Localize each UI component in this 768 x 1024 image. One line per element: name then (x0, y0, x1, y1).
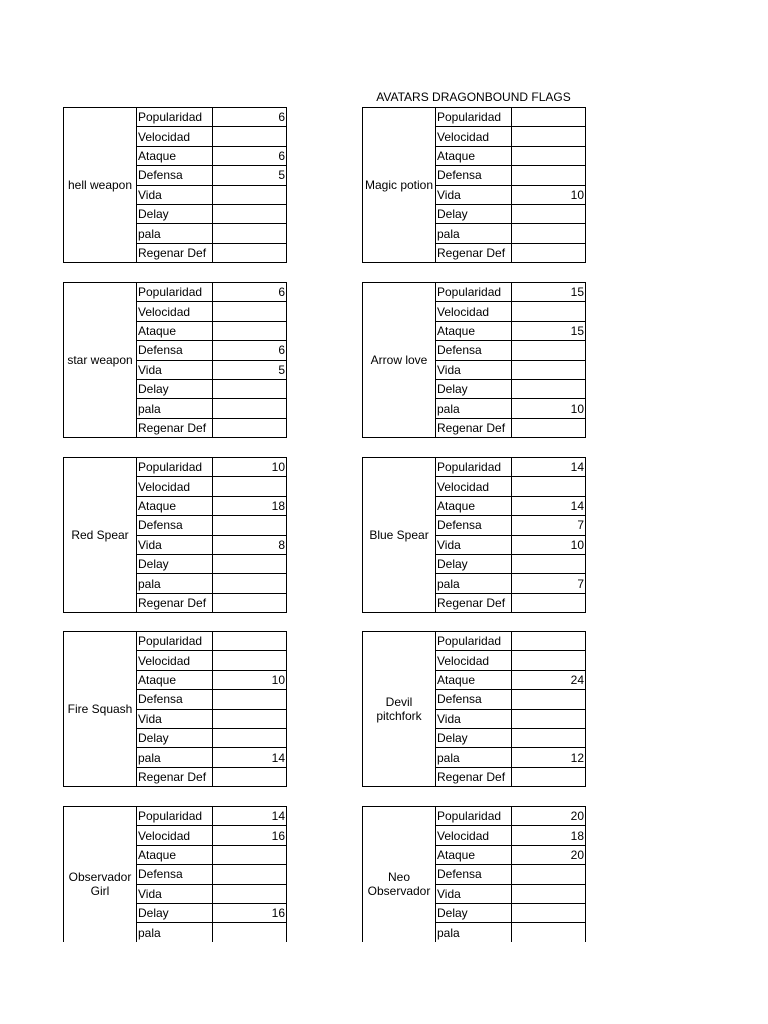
stat-value (213, 418, 287, 437)
stat-label: Popularidad (137, 807, 213, 826)
stat-value (512, 632, 586, 651)
stat-value (512, 341, 586, 360)
page-title: AVATARS DRAGONBOUND FLAGS (376, 90, 571, 104)
stat-value: 15 (512, 321, 586, 340)
stat-value: 10 (512, 185, 586, 204)
stat-label: Regenar Def (436, 767, 512, 786)
stat-label: Delay (436, 728, 512, 747)
avatar-name: Magic potion (363, 108, 436, 263)
stat-label: Vida (137, 709, 213, 728)
stat-label: Ataque (137, 845, 213, 864)
stat-value: 10 (213, 458, 287, 477)
table-row (64, 283, 287, 302)
stat-label: Velocidad (137, 826, 213, 845)
stat-label: pala (436, 399, 512, 418)
stat-label: Regenar Def (137, 767, 213, 786)
stat-value (213, 767, 287, 786)
stat-value (213, 477, 287, 496)
stat-value: 20 (512, 845, 586, 864)
stat-label: Delay (436, 379, 512, 398)
stat-label: Popularidad (137, 283, 213, 302)
stat-value (213, 321, 287, 340)
stat-label: Defensa (137, 516, 213, 535)
stat-value (213, 224, 287, 243)
stat-label: Vida (436, 884, 512, 903)
stat-value (213, 127, 287, 146)
stat-value: 14 (213, 807, 287, 826)
stat-label: Popularidad (436, 108, 512, 127)
stat-value (512, 923, 586, 942)
stat-label: Velocidad (137, 651, 213, 670)
stat-label: Defensa (137, 341, 213, 360)
stat-label: Delay (436, 204, 512, 223)
stat-label: Delay (436, 903, 512, 922)
stat-label: Vida (137, 185, 213, 204)
stat-value (213, 845, 287, 864)
stat-value (512, 146, 586, 165)
stat-value: 8 (213, 535, 287, 554)
stat-value (213, 923, 287, 942)
stat-value (213, 302, 287, 321)
stat-label: pala (436, 574, 512, 593)
stat-value: 6 (213, 146, 287, 165)
stat-label: Popularidad (436, 807, 512, 826)
stat-label: pala (436, 224, 512, 243)
stat-value: 6 (213, 283, 287, 302)
stat-label: Regenar Def (137, 243, 213, 262)
avatar-name: Observador Girl (64, 807, 137, 962)
page-cutoff (0, 942, 768, 1024)
table-row (363, 458, 586, 477)
stat-value: 10 (512, 399, 586, 418)
stat-value (213, 709, 287, 728)
stat-value (213, 690, 287, 709)
stat-label: Ataque (436, 670, 512, 689)
stat-value (213, 574, 287, 593)
stat-label: Ataque (436, 845, 512, 864)
stat-value (512, 903, 586, 922)
table-row (64, 632, 287, 651)
stat-label: Popularidad (137, 458, 213, 477)
avatar-name: Fire Squash (64, 632, 137, 787)
stat-value (512, 243, 586, 262)
stat-label: Defensa (436, 690, 512, 709)
stat-value: 7 (512, 574, 586, 593)
stat-label: Defensa (137, 690, 213, 709)
stat-label: Popularidad (436, 458, 512, 477)
stat-value (213, 865, 287, 884)
stat-value: 16 (213, 903, 287, 922)
stat-label: Vida (137, 535, 213, 554)
stat-label: Velocidad (436, 127, 512, 146)
stat-value (512, 709, 586, 728)
table-row (363, 108, 586, 127)
stat-value: 15 (512, 283, 586, 302)
stat-label: Ataque (137, 670, 213, 689)
stat-value (213, 379, 287, 398)
avatar-table (362, 282, 586, 438)
avatar-table (362, 107, 586, 263)
stat-value: 18 (213, 496, 287, 515)
stat-value: 5 (213, 360, 287, 379)
stat-label: Regenar Def (436, 593, 512, 612)
stat-label: Velocidad (436, 651, 512, 670)
stat-label: Velocidad (137, 477, 213, 496)
avatar-name: Arrow love (363, 283, 436, 438)
stat-label: Vida (436, 709, 512, 728)
stat-label: Regenar Def (436, 243, 512, 262)
avatar-table (63, 107, 287, 263)
stat-label: Ataque (137, 321, 213, 340)
table-row (64, 458, 287, 477)
stat-value (512, 865, 586, 884)
stat-label: Velocidad (137, 302, 213, 321)
avatar-table (63, 282, 287, 438)
stat-label: Vida (436, 535, 512, 554)
stat-value (512, 690, 586, 709)
stat-label: Vida (436, 185, 512, 204)
stat-value (512, 166, 586, 185)
stat-label: Ataque (137, 496, 213, 515)
stat-label: Defensa (137, 865, 213, 884)
avatar-table (362, 457, 586, 613)
stat-value: 6 (213, 341, 287, 360)
stat-label: Vida (436, 360, 512, 379)
stat-label: Ataque (436, 146, 512, 165)
stat-label: Defensa (436, 865, 512, 884)
avatar-table (63, 806, 287, 962)
stat-label: Velocidad (436, 826, 512, 845)
stat-label: Popularidad (436, 632, 512, 651)
avatar-table (63, 631, 287, 787)
stat-value (512, 127, 586, 146)
stat-value: 20 (512, 807, 586, 826)
stat-value: 6 (213, 108, 287, 127)
stat-label: Velocidad (436, 477, 512, 496)
stat-label: pala (436, 923, 512, 942)
stat-label: pala (137, 748, 213, 767)
stat-label: Regenar Def (436, 418, 512, 437)
avatar-name: star weapon (64, 283, 137, 438)
avatar-name: hell weapon (64, 108, 137, 263)
stat-value (512, 224, 586, 243)
table-row (363, 283, 586, 302)
stat-label: Velocidad (436, 302, 512, 321)
avatar-name: Red Spear (64, 458, 137, 613)
stat-label: Vida (137, 360, 213, 379)
avatar-name: Neo Observador (363, 807, 436, 962)
stat-label: Ataque (137, 146, 213, 165)
stat-value (512, 108, 586, 127)
stat-label: Delay (137, 903, 213, 922)
stat-value: 5 (213, 166, 287, 185)
stat-label: Popularidad (436, 283, 512, 302)
stat-value (213, 204, 287, 223)
avatar-name: Devil pitchfork (363, 632, 436, 787)
stat-value (213, 728, 287, 747)
stat-label: Delay (137, 554, 213, 573)
stat-value: 18 (512, 826, 586, 845)
stat-label: pala (137, 399, 213, 418)
stat-value (213, 185, 287, 204)
stat-label: Regenar Def (137, 418, 213, 437)
stat-value (512, 767, 586, 786)
stat-value: 14 (512, 496, 586, 515)
stat-value (512, 360, 586, 379)
stat-value: 24 (512, 670, 586, 689)
stat-label: Defensa (436, 341, 512, 360)
stat-value (213, 243, 287, 262)
stat-value: 10 (512, 535, 586, 554)
stat-value (512, 651, 586, 670)
stat-label: pala (137, 224, 213, 243)
stat-value (512, 728, 586, 747)
stat-value (512, 379, 586, 398)
stat-value: 10 (213, 670, 287, 689)
stat-value (213, 399, 287, 418)
avatar-name: Blue Spear (363, 458, 436, 613)
stat-value: 7 (512, 516, 586, 535)
stat-value (512, 204, 586, 223)
table-row (363, 807, 586, 826)
stat-value (512, 593, 586, 612)
stat-value: 14 (213, 748, 287, 767)
stat-label: Defensa (436, 166, 512, 185)
stat-value (512, 302, 586, 321)
stat-label: Delay (137, 379, 213, 398)
table-row (64, 108, 287, 127)
stat-label: Ataque (436, 496, 512, 515)
stat-label: Delay (137, 728, 213, 747)
stat-label: Vida (137, 884, 213, 903)
stat-value (512, 418, 586, 437)
stat-value (512, 477, 586, 496)
stat-value (213, 554, 287, 573)
stat-value (213, 651, 287, 670)
avatar-table (63, 457, 287, 613)
stat-label: pala (137, 574, 213, 593)
stat-value: 14 (512, 458, 586, 477)
stat-label: Defensa (137, 166, 213, 185)
stat-value (213, 516, 287, 535)
table-row (64, 807, 287, 826)
stat-label: Popularidad (137, 632, 213, 651)
stat-value: 16 (213, 826, 287, 845)
stat-label: Popularidad (137, 108, 213, 127)
stat-value (213, 593, 287, 612)
table-row (363, 632, 586, 651)
stat-value (512, 554, 586, 573)
stat-value (213, 884, 287, 903)
avatar-table (362, 806, 586, 962)
stat-label: Regenar Def (137, 593, 213, 612)
stat-value (213, 632, 287, 651)
stat-label: Delay (436, 554, 512, 573)
stat-label: pala (436, 748, 512, 767)
stat-label: Ataque (436, 321, 512, 340)
avatar-table (362, 631, 586, 787)
stat-label: Velocidad (137, 127, 213, 146)
stat-label: Defensa (436, 516, 512, 535)
stat-label: Delay (137, 204, 213, 223)
stat-value: 12 (512, 748, 586, 767)
stat-label: pala (137, 923, 213, 942)
stat-value (512, 884, 586, 903)
